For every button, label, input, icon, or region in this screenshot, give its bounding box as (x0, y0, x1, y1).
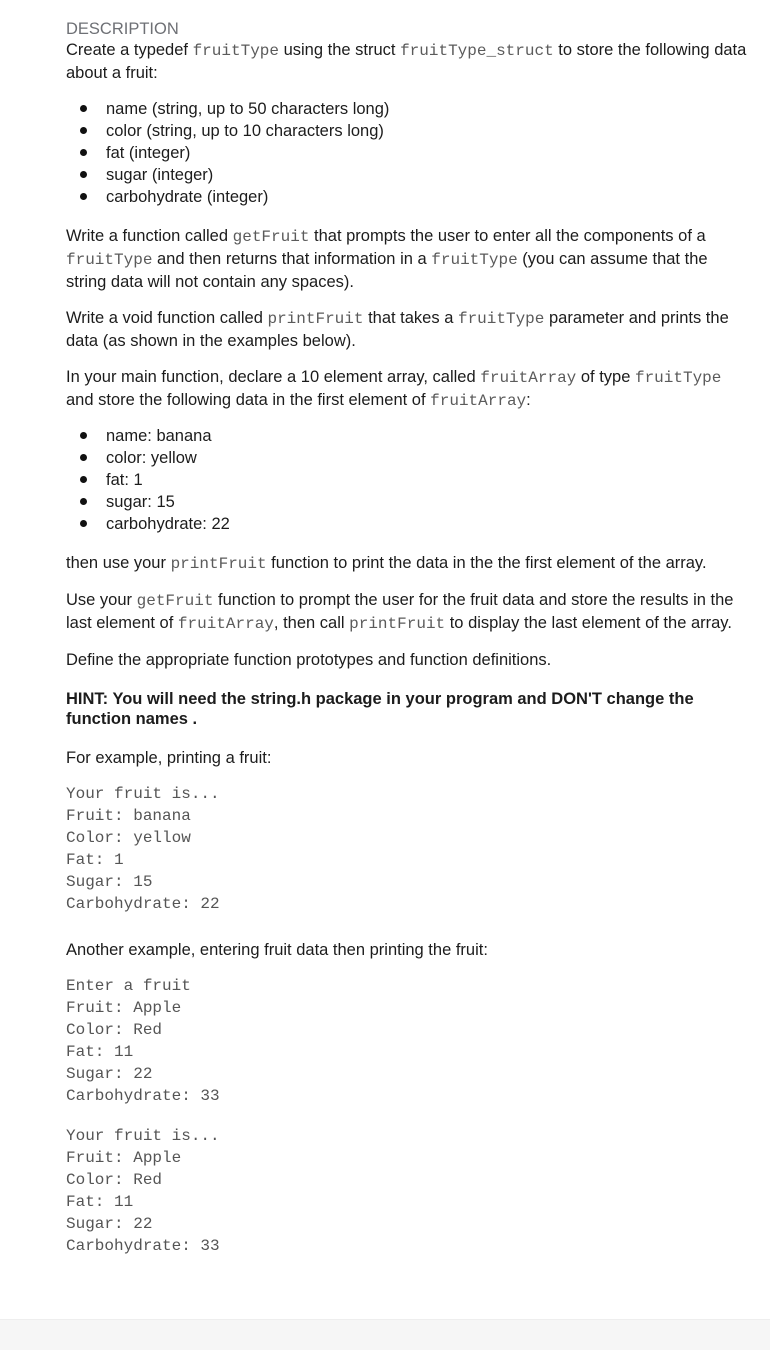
code-inline: fruitArray (177, 615, 274, 633)
text: using the struct (279, 41, 401, 59)
output-line: Carbohydrate: 33 (66, 1087, 220, 1105)
footer-band (0, 1319, 770, 1350)
text: to store the following data about a fruit: (66, 41, 747, 82)
output-line: Carbohydrate: 33 (66, 1237, 220, 1255)
text: that prompts the user to enter all the components of a (309, 227, 706, 245)
list-item: carbohydrate (integer) (66, 186, 748, 208)
list-item: color (string, up to 10 characters long) (66, 120, 748, 142)
text: function to prompt the user for the fruit data and store the results in the last element of (66, 591, 734, 632)
code-inline: getFruit (232, 228, 310, 246)
text: that takes a (363, 309, 458, 327)
text: to display the last element of the array. (445, 614, 732, 632)
output-line: Color: Red (66, 1171, 163, 1189)
list-item: fat: 1 (66, 469, 748, 491)
example2-output (66, 1125, 748, 1257)
example1-output (66, 783, 748, 915)
hint-text: HINT: You will need the string.h package in your program and DON'T change the function names . (66, 690, 694, 728)
output-line: Fat: 1 (66, 851, 124, 869)
text: and store the following data in the first element of (66, 391, 431, 409)
text: of type (576, 368, 635, 386)
text: parameter and prints the data (as shown in the examples below). (66, 309, 729, 350)
code-inline: fruitArray (480, 369, 577, 387)
field-list (66, 98, 748, 208)
text: Use your (66, 591, 137, 609)
code-inline: fruitType (457, 310, 545, 328)
code-inline: fruitType_struct (400, 42, 554, 60)
output-line: Sugar: 15 (66, 873, 153, 891)
code-inline: getFruit (136, 592, 214, 610)
text: Create a typedef (66, 41, 193, 59)
list-item: carbohydrate: 22 (66, 513, 748, 535)
section-heading: DESCRIPTION (66, 20, 179, 38)
text: (you can assume that the string data will not contain any spaces). (66, 250, 708, 291)
list-item: name (string, up to 50 characters long) (66, 98, 748, 120)
list-item: sugar (integer) (66, 164, 748, 186)
output-line: Sugar: 22 (66, 1065, 153, 1083)
output-line: Your fruit is... (66, 1127, 220, 1145)
code-inline: fruitType (634, 369, 722, 387)
output-line: Fruit: banana (66, 807, 191, 825)
paragraph-printfruit (66, 307, 748, 352)
text: and then returns that information in a (152, 250, 432, 268)
code-inline: printFruit (267, 310, 364, 328)
paragraph-typedef (66, 39, 748, 84)
list-item: fat (integer) (66, 142, 748, 164)
output-line: Fat: 11 (66, 1193, 134, 1211)
text: In your main function, declare a 10 element array, called (66, 368, 481, 386)
example2-label: Another example, entering fruit data then printing the fruit: (66, 941, 488, 959)
code-inline: fruitArray (430, 392, 527, 410)
output-line: Your fruit is... (66, 785, 220, 803)
paragraph-getfruit (66, 225, 748, 293)
text: : (526, 391, 531, 409)
example2-input (66, 975, 748, 1107)
output-line: Color: yellow (66, 829, 191, 847)
text: Write a function called (66, 227, 233, 245)
output-line: Carbohydrate: 22 (66, 895, 220, 913)
output-line: Fat: 11 (66, 1043, 134, 1061)
output-line: Sugar: 22 (66, 1215, 153, 1233)
output-line: Enter a fruit (66, 977, 191, 995)
code-inline: printFruit (349, 615, 446, 633)
example1-label: For example, printing a fruit: (66, 749, 272, 767)
text: Write a void function called (66, 309, 268, 327)
code-inline: fruitType (66, 251, 153, 269)
code-inline: fruitType (431, 251, 518, 269)
assignment-description (66, 19, 748, 1257)
paragraph-use-printfruit (66, 552, 748, 575)
list-item: name: banana (66, 425, 748, 447)
paragraph-prototypes: Define the appropriate function prototypes and function definitions. (66, 651, 552, 669)
output-line: Color: Red (66, 1021, 163, 1039)
paragraph-main (66, 366, 748, 412)
code-inline: printFruit (170, 555, 267, 573)
banana-data-list (66, 425, 748, 535)
output-line: Fruit: Apple (66, 1149, 182, 1167)
code-inline: fruitType (192, 42, 279, 60)
output-line: Fruit: Apple (66, 999, 182, 1017)
list-item: sugar: 15 (66, 491, 748, 513)
paragraph-use-getfruit (66, 589, 748, 635)
list-item: color: yellow (66, 447, 748, 469)
text: , then call (273, 614, 350, 632)
text: function to print the data in the the first element of the array. (266, 554, 707, 572)
text: then use your (66, 554, 171, 572)
